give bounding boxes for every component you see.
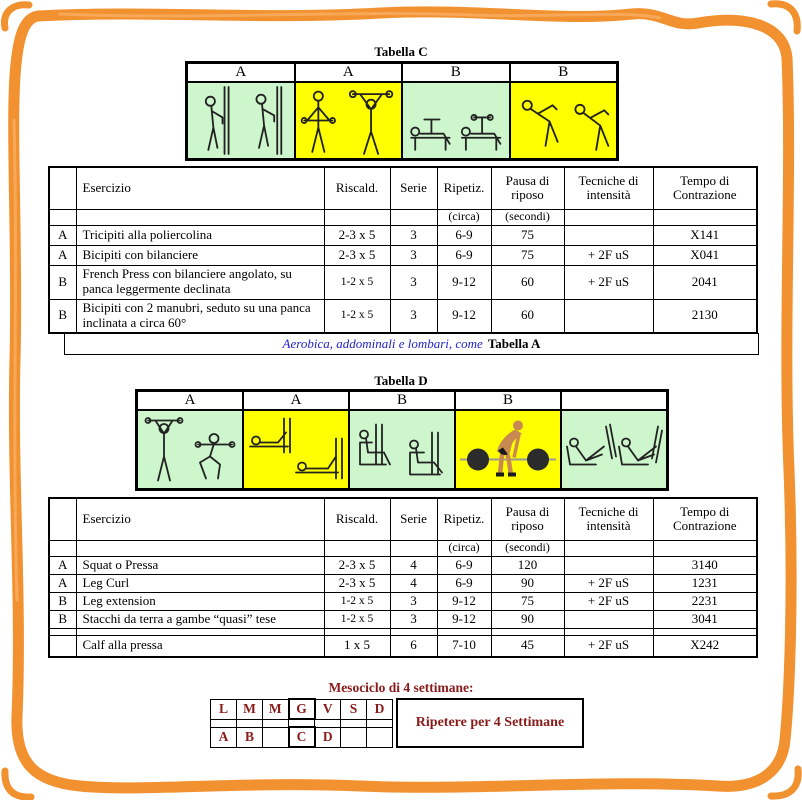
row-serie: 3	[390, 592, 437, 610]
header-tecniche: Tecniche di intensità	[564, 498, 653, 540]
row-ripetiz: 9-12	[437, 265, 491, 299]
row-tag: A	[49, 225, 76, 245]
exercise-image-squat-overhead-barbell	[137, 410, 243, 489]
exercise-image-triceps-cable-pushdown	[187, 82, 295, 159]
assignment-cell: C	[289, 727, 315, 747]
tabella-d-table	[48, 497, 758, 658]
exercise-row	[49, 225, 757, 245]
header-tag	[49, 167, 76, 209]
exercise-image-dumbbell-kickback	[510, 82, 618, 159]
exercise-row	[49, 245, 757, 265]
row-pausa: 75	[491, 225, 564, 245]
row-serie: 3	[390, 265, 437, 299]
row-ripetiz: 6-9	[437, 574, 491, 592]
header-serie: Serie	[390, 498, 437, 540]
row-tempo: 2130	[653, 299, 757, 333]
exercise-row	[49, 592, 757, 610]
row-tempo: 2041	[653, 265, 757, 299]
row-ripetiz: 9-12	[437, 299, 491, 333]
row-tag: A	[49, 556, 76, 574]
row-riscald: 2-3 x 5	[324, 556, 390, 574]
exercise-image-leg-press-machine	[561, 410, 667, 489]
row-pausa: 90	[491, 610, 564, 628]
tabella-c-title: Tabella C	[374, 44, 428, 59]
row-tempo: 3140	[653, 556, 757, 574]
row-tecniche	[564, 556, 653, 574]
row-tag: A	[49, 574, 76, 592]
header-tecniche: Tecniche di intensità	[564, 167, 653, 209]
row-pausa: 120	[491, 556, 564, 574]
row-ripetiz: 6-9	[437, 556, 491, 574]
header-esercizio: Esercizio	[76, 167, 324, 209]
row-esercizio: Leg Curl	[76, 574, 324, 592]
row-esercizio: French Press con bilanciere angolato, su panca leggermente declinata	[76, 265, 324, 299]
subheader-secondi: (secondi)	[491, 540, 564, 556]
mesociclo-schedule	[210, 698, 584, 748]
row-tempo: 1231	[653, 574, 757, 592]
exercise-row	[49, 556, 757, 574]
row-pausa: 75	[491, 245, 564, 265]
header-pausa: Pausa di riposo	[491, 167, 564, 209]
row-ripetiz: 9-12	[437, 592, 491, 610]
assignment-cell	[341, 727, 367, 747]
row-riscald: 1-2 x 5	[324, 610, 390, 628]
row-serie: 6	[390, 635, 437, 657]
tabella-c-header-row	[49, 167, 757, 209]
row-tecniche: + 2F uS	[564, 245, 653, 265]
exercise-image-biceps-barbell-curl	[295, 82, 403, 159]
tabella-d-header-row	[49, 498, 757, 540]
assignment-cell: B	[237, 727, 263, 747]
row-tecniche: + 2F uS	[564, 592, 653, 610]
row-esercizio: Calf alla pressa	[76, 635, 324, 657]
strip-d-header-1: A	[137, 391, 243, 410]
row-riscald: 1-2 x 5	[324, 265, 390, 299]
exercise-image-leg-extension-machine	[349, 410, 455, 489]
exercise-row	[49, 265, 757, 299]
row-riscald: 1-2 x 5	[324, 299, 390, 333]
row-riscald: 2-3 x 5	[324, 245, 390, 265]
strip-c-header-4: B	[510, 63, 618, 82]
row-serie: 3	[390, 610, 437, 628]
strip-c-header-3: B	[402, 63, 510, 82]
row-riscald: 1-2 x 5	[324, 592, 390, 610]
row-riscald: 2-3 x 5	[324, 225, 390, 245]
row-pausa: 60	[491, 299, 564, 333]
tabella-c-table	[48, 166, 758, 334]
exercise-row	[49, 610, 757, 628]
row-tecniche	[564, 299, 653, 333]
strip-c-header-1: A	[187, 63, 295, 82]
row-tag: B	[49, 265, 76, 299]
header-riscald: Riscald.	[324, 167, 390, 209]
week-day-table	[210, 698, 393, 748]
header-ripetiz: Ripetiz.	[437, 498, 491, 540]
exercise-row	[49, 299, 757, 333]
strip-d-header-5	[561, 391, 667, 410]
day-cell: D	[367, 699, 393, 719]
row-esercizio: Bicipiti con 2 manubri, seduto su una panca inclinata a circa 60°	[76, 299, 324, 333]
row-tempo: X141	[653, 225, 757, 245]
row-ripetiz: 7-10	[437, 635, 491, 657]
row-serie: 3	[390, 225, 437, 245]
strip-d-header-3: B	[349, 391, 455, 410]
header-riscald: Riscald.	[324, 498, 390, 540]
exercise-row	[49, 574, 757, 592]
row-tag: B	[49, 592, 76, 610]
assignment-cell: D	[315, 727, 341, 747]
strip-c-header-2: A	[295, 63, 403, 82]
row-pausa: 60	[491, 265, 564, 299]
assignment-row	[211, 727, 393, 747]
row-tempo: 2231	[653, 592, 757, 610]
tabella-d-title: Tabella D	[374, 373, 428, 388]
header-ripetiz: Ripetiz.	[437, 167, 491, 209]
row-serie: 3	[390, 245, 437, 265]
row-riscald: 2-3 x 5	[324, 574, 390, 592]
row-esercizio: Leg extension	[76, 592, 324, 610]
row-tecniche	[564, 225, 653, 245]
subheader-secondi: (secondi)	[491, 209, 564, 225]
row-serie: 4	[390, 574, 437, 592]
subheader-circa: (circa)	[437, 540, 491, 556]
day-cell: G	[289, 699, 315, 719]
header-tempo: Tempo di Contrazione	[653, 498, 757, 540]
footer-note-italic: Aerobica, addominali e lombari, come	[282, 336, 483, 351]
strip-d-header-4: B	[455, 391, 561, 410]
subheader-circa: (circa)	[437, 209, 491, 225]
day-cell: M	[263, 699, 289, 719]
day-cell: V	[315, 699, 341, 719]
row-tag	[49, 635, 76, 657]
day-cell: L	[211, 699, 237, 719]
day-cell: S	[341, 699, 367, 719]
mesociclo-title: Mesociclo di 4 settimane:	[328, 680, 474, 695]
row-pausa: 45	[491, 635, 564, 657]
exercise-image-bench-french-press	[402, 82, 510, 159]
row-esercizio: Bicipiti con bilanciere	[76, 245, 324, 265]
row-riscald: 1 x 5	[324, 635, 390, 657]
row-pausa: 90	[491, 574, 564, 592]
row-pausa: 75	[491, 592, 564, 610]
exercise-image-lying-leg-curl-machine	[243, 410, 349, 489]
row-tecniche	[564, 610, 653, 628]
row-tag: A	[49, 245, 76, 265]
tabella-d-image-strip	[135, 389, 669, 491]
tabella-c-subheader-row	[49, 209, 757, 225]
row-tag: B	[49, 299, 76, 333]
row-tecniche: + 2F uS	[564, 265, 653, 299]
row-ripetiz: 6-9	[437, 225, 491, 245]
header-tag	[49, 498, 76, 540]
row-esercizio: Stacchi da terra a gambe “quasi” tese	[76, 610, 324, 628]
row-serie: 4	[390, 556, 437, 574]
assignment-cell: A	[211, 727, 237, 747]
header-pausa: Pausa di riposo	[491, 498, 564, 540]
row-esercizio: Tricipiti alla poliercolina	[76, 225, 324, 245]
row-tecniche: + 2F uS	[564, 574, 653, 592]
tabella-c-footer-note	[64, 333, 759, 355]
row-ripetiz: 6-9	[437, 245, 491, 265]
assignment-cell	[367, 727, 393, 747]
header-esercizio: Esercizio	[76, 498, 324, 540]
repeat-note: Ripetere per 4 Settimane	[396, 698, 584, 748]
row-tempo: X041	[653, 245, 757, 265]
tabella-d-subheader-row	[49, 540, 757, 556]
row-esercizio: Squat o Pressa	[76, 556, 324, 574]
row-tag: B	[49, 610, 76, 628]
exercise-row	[49, 635, 757, 657]
strip-d-header-2: A	[243, 391, 349, 410]
header-tempo: Tempo di Contrazione	[653, 167, 757, 209]
day-row	[211, 699, 393, 719]
header-serie: Serie	[390, 167, 437, 209]
row-tempo: X242	[653, 635, 757, 657]
row-ripetiz: 9-12	[437, 610, 491, 628]
exercise-image-deadlift-photo	[455, 410, 561, 489]
row-serie: 3	[390, 299, 437, 333]
separator-row	[49, 628, 757, 635]
spacer-row	[211, 719, 393, 727]
row-tempo: 3041	[653, 610, 757, 628]
assignment-cell	[263, 727, 289, 747]
footer-note-bold: Tabella A	[487, 336, 541, 351]
tabella-c-image-strip	[185, 61, 619, 161]
day-cell: M	[237, 699, 263, 719]
row-tecniche: + 2F uS	[564, 635, 653, 657]
